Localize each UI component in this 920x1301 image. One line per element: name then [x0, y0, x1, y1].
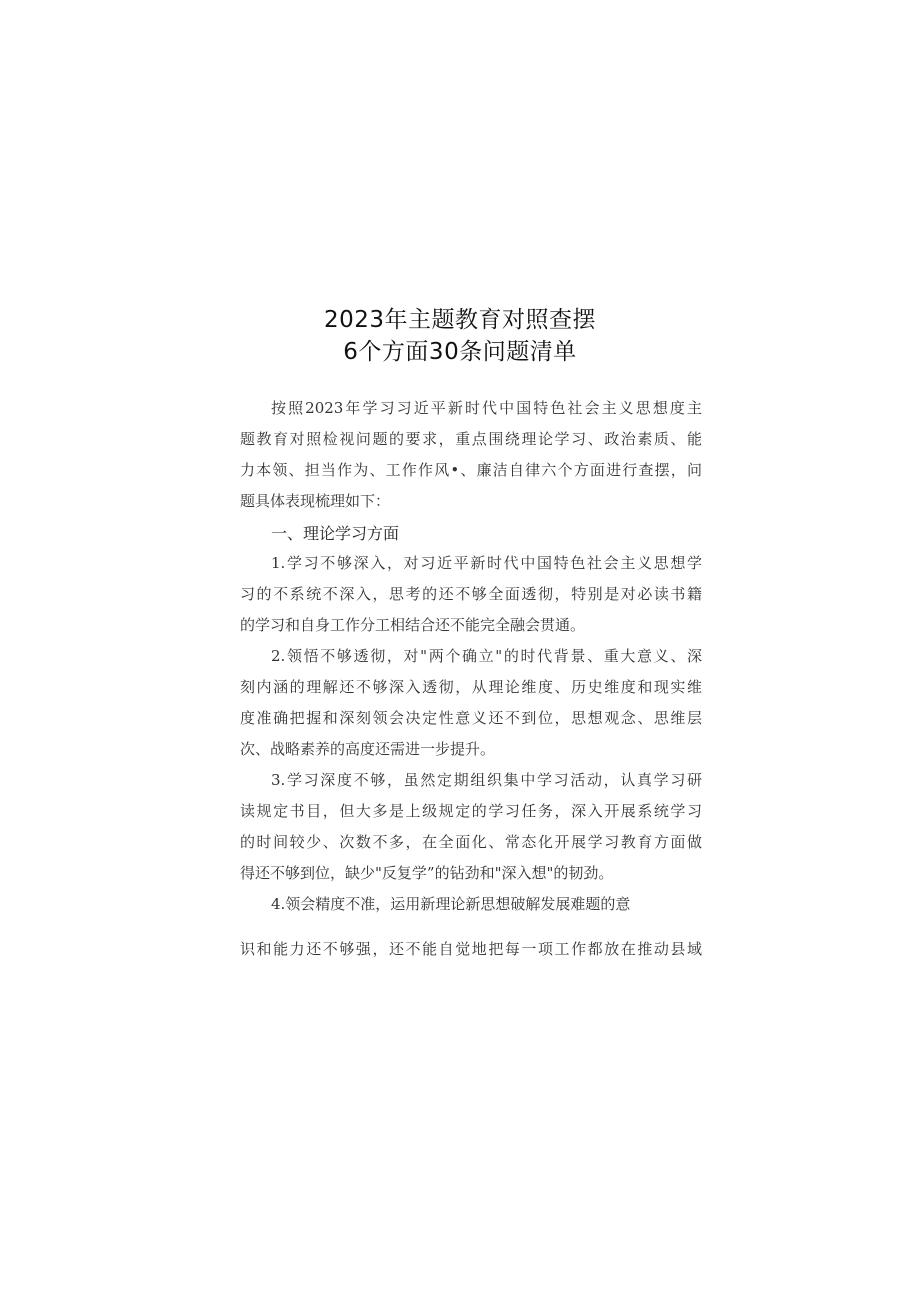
- document-title-line-2: 6个方面30条问题清单: [343, 339, 577, 365]
- item-1-line: 习的不系统不深入，思考的还不够全面透彻，特别是对必读书籍: [240, 585, 702, 603]
- item-3-line: 的时间较少、次数不多，在全面化、常态化开展学习教育方面做: [240, 833, 702, 851]
- item-1-line: 的学习和自身工作分工相结合还不能完全融会贯通。: [240, 616, 586, 634]
- item-2-line: 度准确把握和深刻领会决定性意义还不到位，思想观念、思维层: [240, 709, 702, 727]
- item-4-line: 识和能力还不够强，还不能自觉地把每一项工作都放在推动县域: [240, 940, 702, 958]
- item-3-line: 得还不够到位，缺少"反复学”的钻劲和"深入想"的韧劲。: [240, 864, 614, 882]
- item-2-line: 刻内涵的理解还不够深入透彻，从理论维度、历史维度和现实维: [240, 678, 702, 696]
- item-1-line: 1.学习不够深入，对习近平新时代中国特色社会主义思想学: [271, 554, 702, 572]
- intro-line: 题具体表现梳理如下：: [240, 492, 391, 510]
- intro-line: 题教育对照检视问题的要求，重点围绕理论学习、政治素质、能: [240, 430, 702, 448]
- item-4-line: 4.领会精度不准，运用新理论新思想破解发展难题的意: [271, 895, 631, 913]
- item-2-line: 2.领悟不够透彻，对"两个确立"的时代背景、重大意义、深: [271, 647, 702, 665]
- intro-line: 按照2023年学习习近平新时代中国特色社会主义思想度主: [271, 399, 702, 417]
- item-2-line: 次、战略素养的高度还需进一步提升。: [240, 740, 496, 758]
- section-heading: 一、理论学习方面: [271, 524, 400, 543]
- item-3-line: 3.学习深度不够，虽然定期组织集中学习活动，认真学习研: [271, 771, 702, 789]
- item-3-line: 读规定书目，但大多是上级规定的学习任务，深入开展系统学习: [240, 802, 702, 820]
- intro-line: 力本领、担当作为、工作作风•、廉洁自律六个方面进行查摆，问: [240, 461, 702, 479]
- document-title-line-1: 2023年主题教育对照查摆: [323, 307, 597, 333]
